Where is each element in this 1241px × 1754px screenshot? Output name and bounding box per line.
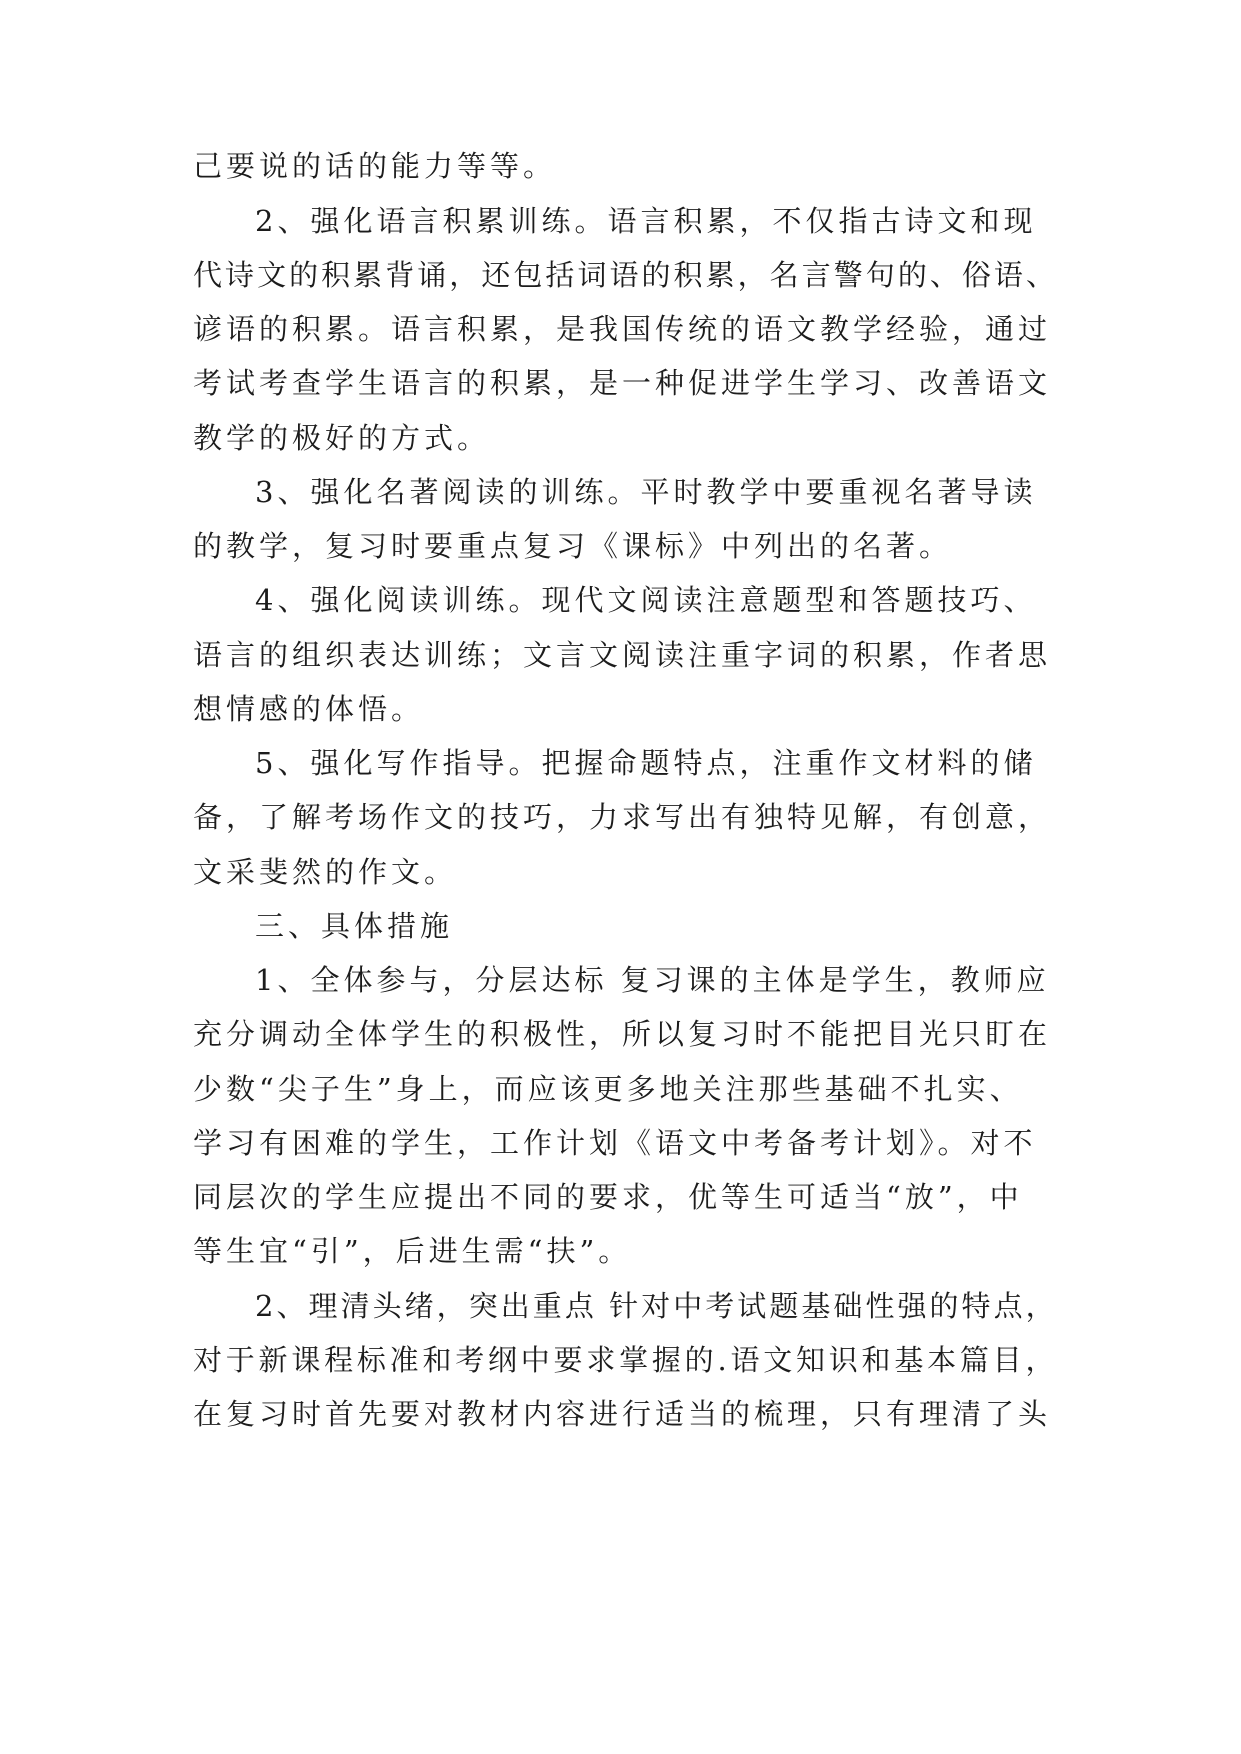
text-line: 代诗文的积累背诵，还包括词语的积累，名言警句的、俗语、 — [193, 258, 1059, 292]
paragraph-first-line: 5、强化写作指导。把握命题特点，注重作文材料的储 — [255, 746, 1037, 780]
paragraph-first-line: 1、全体参与，分层达标 复习课的主体是学生，教师应 — [255, 963, 1050, 997]
text-line: 己要说的话的能力等等。 — [193, 149, 557, 183]
text-line: 教学的极好的方式。 — [193, 421, 491, 455]
text-line: 充分调动全体学生的积极性，所以复习时不能把目光只盯在 — [193, 1017, 1052, 1051]
text-line: 学习有困难的学生，工作计划《语文中考备考计划》。对不 — [193, 1126, 1037, 1160]
text-line: 在复习时首先要对教材内容进行适当的梳理，只有理清了头 — [193, 1397, 1052, 1431]
text-line: 等生宜“引”，后进生需“扶”。 — [193, 1234, 632, 1268]
text-line: 少数“尖子生”身上，而应该更多地关注那些基础不扎实、 — [193, 1072, 1023, 1106]
paragraph-first-line: 3、强化名著阅读的训练。平时教学中要重视名著导读 — [255, 475, 1037, 509]
paragraph-first-line: 4、强化阅读训练。现代文阅读注意题型和答题技巧、 — [255, 583, 1037, 617]
text-line: 想情感的体悟。 — [193, 692, 425, 726]
text-line: 考试考查学生语言的积累，是一种促进学生学习、改善语文 — [193, 366, 1052, 400]
section-heading: 三、具体措施 — [255, 909, 454, 943]
text-line: 语言的组织表达训练；文言文阅读注重字词的积累，作者思 — [193, 638, 1052, 672]
text-line: 谚语的积累。语言积累，是我国传统的语文教学经验，通过 — [193, 312, 1052, 346]
paragraph-first-line: 2、强化语言积累训练。语言积累，不仅指古诗文和现 — [255, 204, 1037, 238]
text-line: 同层次的学生应提出不同的要求，优等生可适当“放”，中 — [193, 1180, 1023, 1214]
paragraph-first-line: 2、理清头绪，突出重点 针对中考试题基础性强的特点， — [255, 1289, 1058, 1323]
text-line: 的教学，复习时要重点复习《课标》中列出的名著。 — [193, 529, 953, 563]
text-line: 对于新课程标准和考纲中要求掌握的.语文知识和基本篇目， — [193, 1343, 1059, 1377]
text-line: 文采斐然的作文。 — [193, 855, 458, 889]
text-line: 备，了解考场作文的技巧，力求写出有独特见解，有创意， — [193, 800, 1052, 834]
